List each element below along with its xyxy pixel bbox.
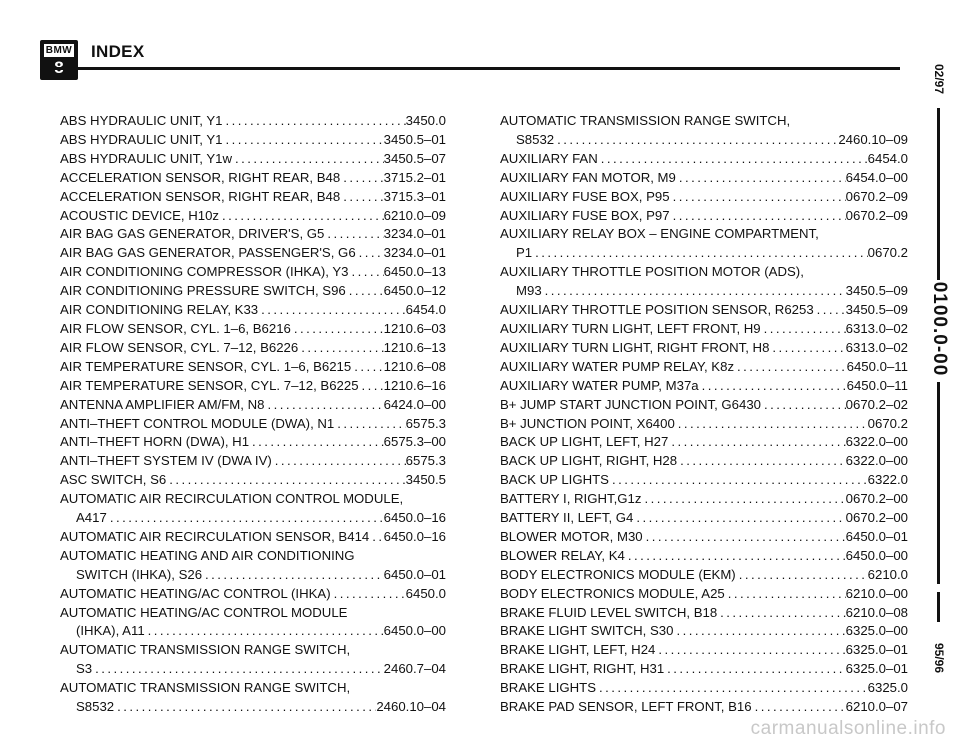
index-entry — [60, 320, 446, 339]
dot-leader — [664, 660, 846, 679]
entry-name: A417 — [76, 510, 107, 526]
entry-page-code: 6210.0 — [867, 566, 908, 582]
entry-name: ASC SWITCH, S6 — [60, 472, 167, 488]
index-entry — [60, 150, 446, 169]
index-entry — [500, 358, 908, 377]
entry-page-code: 6575.3 — [405, 453, 446, 469]
dot-leader — [670, 207, 846, 226]
dot-leader — [609, 471, 868, 490]
dot-leader — [340, 169, 383, 188]
dot-leader — [633, 509, 845, 528]
entry-page-code: 6450.0–00 — [383, 623, 446, 639]
entry-page-code: 0670.2–09 — [845, 188, 908, 204]
entry-name: AIR TEMPERATURE SENSOR, CYL. 7–12, B6225 — [60, 377, 359, 393]
index-entry — [500, 585, 908, 604]
index-entry — [60, 188, 446, 207]
entry-name: BACK UP LIGHTS — [500, 472, 609, 488]
index-entry — [60, 660, 446, 679]
index-entry — [500, 622, 908, 641]
index-entry — [500, 188, 908, 207]
entry-name: ACCELERATION SENSOR, RIGHT REAR, B48 — [60, 169, 341, 185]
dot-leader — [673, 622, 845, 641]
entry-name: AUXILIARY TURN LIGHT, RIGHT FRONT, H8 — [500, 339, 770, 355]
entry-name: AUXILIARY TURN LIGHT, LEFT FRONT, H9 — [500, 320, 761, 336]
entry-name: BLOWER RELAY, K4 — [500, 547, 625, 563]
entry-page-code: 3234.0–01 — [383, 226, 446, 242]
index-entry — [500, 339, 908, 358]
watermark: carmanualsonline.info — [750, 718, 946, 739]
entry-name: ANTI–THEFT SYSTEM IV (DWA IV) — [60, 453, 272, 469]
dot-leader — [625, 547, 846, 566]
dot-leader — [145, 622, 384, 641]
dot-leader — [359, 377, 384, 396]
entry-page-code: 6575.3–00 — [383, 434, 446, 450]
index-entry — [60, 566, 446, 585]
index-entry — [60, 207, 446, 226]
index-entry — [60, 339, 446, 358]
entry-name: ANTI–THEFT HORN (DWA), H1 — [60, 434, 250, 450]
entry-name: BACK UP LIGHT, LEFT, H27 — [500, 434, 669, 450]
dot-leader — [331, 585, 406, 604]
index-entry — [500, 679, 908, 698]
index-entry — [500, 528, 908, 547]
index-entry — [60, 604, 446, 623]
entry-name: AUXILIARY RELAY BOX – ENGINE COMPARTMENT, — [500, 226, 819, 242]
entry-name: AIR CONDITIONING COMPRESSOR (IHKA), Y3 — [60, 264, 349, 280]
index-entry — [500, 377, 908, 396]
index-entry — [500, 566, 908, 585]
dot-leader — [298, 339, 383, 358]
dot-leader — [668, 433, 845, 452]
entry-name: P1 — [516, 245, 533, 261]
dot-leader — [532, 244, 868, 263]
dot-leader — [272, 452, 406, 471]
entry-name: AUXILIARY FUSE BOX, P97 — [500, 207, 670, 223]
dot-leader — [677, 452, 846, 471]
dot-leader — [717, 604, 845, 623]
entry-name: AUXILIARY FAN MOTOR, M9 — [500, 169, 676, 185]
dot-leader — [699, 377, 847, 396]
entry-name: AUTOMATIC TRANSMISSION RANGE SWITCH, — [60, 642, 351, 658]
entry-name: AUXILIARY WATER PUMP RELAY, K8z — [500, 358, 735, 374]
entry-name: AUTOMATIC HEATING/AC CONTROL (IHKA) — [60, 585, 331, 601]
dot-leader — [334, 415, 405, 434]
entry-page-code: 3715.3–01 — [383, 188, 446, 204]
entry-name: M93 — [516, 283, 542, 299]
entry-page-code: 6424.0–00 — [383, 396, 446, 412]
dot-leader — [670, 188, 846, 207]
dot-leader — [348, 263, 383, 282]
index-entry — [500, 263, 908, 282]
entry-name: B+ JUNCTION POINT, X6400 — [500, 415, 675, 431]
side-date-bottom: 95/96 — [932, 642, 946, 674]
entry-page-code: 3450.5 — [405, 472, 446, 488]
entry-page-code: 3234.0–01 — [383, 245, 446, 261]
entry-name: ANTENNA AMPLIFIER AM/FM, N8 — [60, 396, 265, 412]
dot-leader — [643, 528, 846, 547]
dot-leader — [761, 396, 846, 415]
index-entry — [500, 433, 908, 452]
entry-name: BRAKE PAD SENSOR, LEFT FRONT, B16 — [500, 699, 752, 715]
entry-name: BATTERY I, RIGHT,G1z — [500, 491, 642, 507]
entry-page-code: 3450.5–01 — [383, 131, 446, 147]
dot-leader — [114, 698, 376, 717]
entry-name: AUTOMATIC HEATING/AC CONTROL MODULE — [60, 604, 348, 620]
entry-page-code: 6325.0–01 — [845, 661, 908, 677]
dot-leader — [249, 433, 384, 452]
entry-page-code: 6210.0–00 — [845, 585, 908, 601]
dot-leader — [752, 698, 846, 717]
entry-page-code: 6450.0–00 — [845, 547, 908, 563]
dot-leader — [769, 339, 845, 358]
entry-page-code: 6210.0–09 — [383, 207, 446, 223]
entry-page-code: 6450.0 — [405, 585, 446, 601]
entry-page-code: 6454.0 — [867, 150, 908, 166]
header-rule — [40, 67, 900, 70]
entry-page-code: 2460.7–04 — [383, 661, 446, 677]
entry-name: AUTOMATIC HEATING AND AIR CONDITIONING — [60, 547, 355, 563]
dot-leader — [814, 301, 846, 320]
index-entry — [60, 585, 446, 604]
index-entry — [500, 225, 908, 244]
entry-name: S3 — [76, 661, 93, 677]
dot-leader — [596, 679, 868, 698]
entry-name: AUXILIARY WATER PUMP, M37a — [500, 377, 699, 393]
entry-page-code: 6450.0–16 — [383, 528, 446, 544]
index-entry — [60, 301, 446, 320]
entry-page-code: 6322.0–00 — [845, 453, 908, 469]
dot-leader — [219, 207, 384, 226]
entry-name: BRAKE LIGHTS — [500, 680, 597, 696]
entry-page-code: 6210.0–07 — [845, 699, 908, 715]
index-entry — [60, 622, 446, 641]
entry-name: BATTERY II, LEFT, G4 — [500, 510, 634, 526]
index-entry — [500, 415, 908, 434]
entry-name: ACCELERATION SENSOR, RIGHT REAR, B48 — [60, 188, 341, 204]
dot-leader — [232, 150, 384, 169]
entry-name: AUXILIARY THROTTLE POSITION MOTOR (ADS), — [500, 264, 804, 280]
entry-page-code: 0670.2 — [867, 415, 908, 431]
dot-leader — [734, 358, 847, 377]
entry-page-code: 6575.3 — [405, 415, 446, 431]
logo-brand: BMW — [45, 45, 73, 56]
entry-name: AIR CONDITIONING RELAY, K33 — [60, 302, 259, 318]
index-entry — [500, 112, 908, 131]
entry-name: ABS HYDRAULIC UNIT, Y1 — [60, 113, 223, 128]
side-date-top: 02/97 — [932, 63, 946, 95]
dot-leader — [291, 320, 384, 339]
entry-name: AIR FLOW SENSOR, CYL. 1–6, B6216 — [60, 320, 291, 336]
dot-leader — [258, 301, 406, 320]
dot-leader — [356, 244, 384, 263]
dot-leader — [92, 660, 384, 679]
entry-name: BACK UP LIGHT, RIGHT, H28 — [500, 453, 678, 469]
dot-leader — [340, 188, 383, 207]
dot-leader — [675, 415, 868, 434]
entry-page-code: 6325.0–00 — [845, 623, 908, 639]
dot-leader — [264, 396, 383, 415]
entry-name: AIR FLOW SENSOR, CYL. 7–12, B6226 — [60, 339, 299, 355]
entry-name: S8532 — [516, 131, 555, 147]
index-entry — [60, 452, 446, 471]
entry-page-code: 6450.0–01 — [383, 566, 446, 582]
index-entry — [60, 641, 446, 660]
entry-name: S8532 — [76, 699, 115, 715]
dot-leader — [346, 282, 384, 301]
entry-page-code: 6454.0 — [405, 302, 446, 318]
dot-leader — [107, 509, 384, 528]
entry-page-code: 0670.2–02 — [845, 396, 908, 412]
index-entry — [500, 131, 908, 150]
entry-page-code: 2460.10–04 — [376, 699, 446, 715]
index-entry — [500, 547, 908, 566]
index-entry — [60, 131, 446, 150]
entry-name: AIR BAG GAS GENERATOR, PASSENGER'S, G6 — [60, 245, 356, 261]
entry-name: AUXILIARY THROTTLE POSITION SENSOR, R6253 — [500, 302, 814, 318]
index-entry — [60, 112, 446, 131]
bmw-logo — [40, 40, 78, 80]
index-entry — [60, 471, 446, 490]
entry-page-code: 0670.2–09 — [845, 207, 908, 223]
index-entry — [500, 490, 908, 509]
entry-page-code: 6322.0 — [867, 472, 908, 488]
entry-name: AUTOMATIC TRANSMISSION RANGE SWITCH, — [60, 680, 351, 696]
index-entry — [60, 282, 446, 301]
index-entry — [500, 169, 908, 188]
index-entry — [60, 244, 446, 263]
dot-leader — [676, 169, 846, 188]
index-entry — [60, 433, 446, 452]
index-entry — [500, 301, 908, 320]
dot-leader — [655, 641, 845, 660]
entry-page-code: 1210.6–16 — [383, 377, 446, 393]
entry-page-code: 0670.2–00 — [845, 510, 908, 526]
entry-name: BRAKE FLUID LEVEL SWITCH, B18 — [500, 604, 718, 620]
entry-page-code: 6325.0 — [867, 680, 908, 696]
entry-name: ANTI–THEFT CONTROL MODULE (DWA), N1 — [60, 415, 335, 431]
dot-leader — [351, 358, 383, 377]
index-entry — [60, 528, 446, 547]
entry-page-code: 3715.2–01 — [383, 169, 446, 185]
index-column-left — [60, 112, 446, 717]
entry-page-code: 6450.0–16 — [383, 510, 446, 526]
index-entry — [500, 471, 908, 490]
dot-leader — [725, 585, 846, 604]
entry-name: AIR BAG GAS GENERATOR, DRIVER'S, G5 — [60, 226, 325, 242]
index-entry — [60, 547, 446, 566]
dot-leader — [324, 225, 383, 244]
entry-name: SWITCH (IHKA), S26 — [76, 566, 203, 582]
index-entry — [60, 698, 446, 717]
index-entry — [60, 225, 446, 244]
index-entry — [500, 282, 908, 301]
entry-name: AUXILIARY FAN — [500, 150, 598, 166]
entry-page-code: 3450.0 — [405, 113, 446, 128]
entry-name: (IHKA), A11 — [76, 623, 145, 639]
entry-name: BODY ELECTRONICS MODULE (EKM) — [500, 566, 736, 582]
entry-page-code: 1210.6–13 — [383, 339, 446, 355]
entry-name: ACOUSTIC DEVICE, H10z — [60, 207, 220, 223]
entry-page-code: 6313.0–02 — [845, 320, 908, 336]
dot-leader — [202, 566, 384, 585]
entry-page-code: 6450.0–12 — [383, 283, 446, 299]
entry-page-code: 6210.0–08 — [845, 604, 908, 620]
dot-leader — [598, 150, 868, 169]
side-section-code: 0100.0-00 — [929, 281, 950, 377]
entry-page-code: 0670.2–00 — [845, 491, 908, 507]
entry-name: BRAKE LIGHT, RIGHT, H31 — [500, 661, 665, 677]
entry-name: AUTOMATIC AIR RECIRCULATION SENSOR, B414 — [60, 528, 370, 544]
index-entry — [60, 415, 446, 434]
dot-leader — [736, 566, 868, 585]
entry-name: BLOWER MOTOR, M30 — [500, 528, 643, 544]
entry-name: AUTOMATIC AIR RECIRCULATION CONTROL MODULE, — [60, 491, 404, 507]
entry-name: B+ JUMP START JUNCTION POINT, G6430 — [500, 396, 762, 412]
entry-name: BRAKE LIGHT, LEFT, H24 — [500, 642, 656, 658]
index-entry — [60, 396, 446, 415]
index-entry — [60, 377, 446, 396]
index-entry — [500, 244, 908, 263]
dot-leader — [222, 112, 405, 131]
entry-page-code: 6325.0–01 — [845, 642, 908, 658]
entry-page-code: 3450.5–07 — [383, 150, 446, 166]
entry-name: BODY ELECTRONICS MODULE, A25 — [500, 585, 725, 601]
entry-name: AUTOMATIC TRANSMISSION RANGE SWITCH, — [500, 113, 791, 128]
index-entry — [60, 490, 446, 509]
dot-leader — [542, 282, 846, 301]
entry-page-code: 6454.0–00 — [845, 169, 908, 185]
entry-name: AIR CONDITIONING PRESSURE SWITCH, S96 — [60, 283, 346, 299]
side-bar-bottom — [937, 592, 940, 622]
side-bar-top — [937, 108, 940, 280]
entry-page-code: 6450.0–01 — [845, 528, 908, 544]
entry-page-code: 6450.0–13 — [383, 264, 446, 280]
entry-name: AUXILIARY FUSE BOX, P95 — [500, 188, 670, 204]
dot-leader — [554, 131, 838, 150]
index-column-right — [500, 112, 908, 717]
index-entry — [500, 207, 908, 226]
index-entry — [500, 150, 908, 169]
side-bar-middle — [937, 382, 940, 584]
index-entry — [500, 509, 908, 528]
entry-name: ABS HYDRAULIC UNIT, Y1w — [60, 150, 232, 166]
index-entry — [60, 263, 446, 282]
index-entry — [500, 320, 908, 339]
dot-leader — [222, 131, 383, 150]
index-entry — [60, 509, 446, 528]
entry-page-code: 3450.5–09 — [845, 302, 908, 318]
dot-leader — [166, 471, 405, 490]
entry-page-code: 3450.5–09 — [845, 283, 908, 299]
entry-page-code: 0670.2 — [867, 245, 908, 261]
index-entry — [60, 679, 446, 698]
index-entry — [500, 452, 908, 471]
index-entry — [500, 396, 908, 415]
entry-name: AIR TEMPERATURE SENSOR, CYL. 1–6, B6215 — [60, 358, 352, 374]
entry-page-code: 6450.0–11 — [846, 377, 908, 393]
entry-page-code: 1210.6–08 — [383, 358, 446, 374]
entry-page-code: 6450.0–11 — [846, 358, 908, 374]
index-entry — [60, 169, 446, 188]
entry-page-code: 2460.10–09 — [838, 131, 908, 147]
index-entry — [500, 660, 908, 679]
dot-leader — [641, 490, 845, 509]
index-entry — [500, 641, 908, 660]
page-title: INDEX — [91, 42, 145, 61]
index-entry — [60, 358, 446, 377]
entry-name: ABS HYDRAULIC UNIT, Y1 — [60, 131, 223, 147]
entry-name: BRAKE LIGHT SWITCH, S30 — [500, 623, 674, 639]
index-entry — [500, 698, 908, 717]
index-entry — [500, 604, 908, 623]
dot-leader — [369, 528, 383, 547]
entry-page-code: 6313.0–02 — [845, 339, 908, 355]
dot-leader — [761, 320, 846, 339]
entry-page-code: 1210.6–03 — [383, 320, 446, 336]
entry-page-code: 6322.0–00 — [845, 434, 908, 450]
